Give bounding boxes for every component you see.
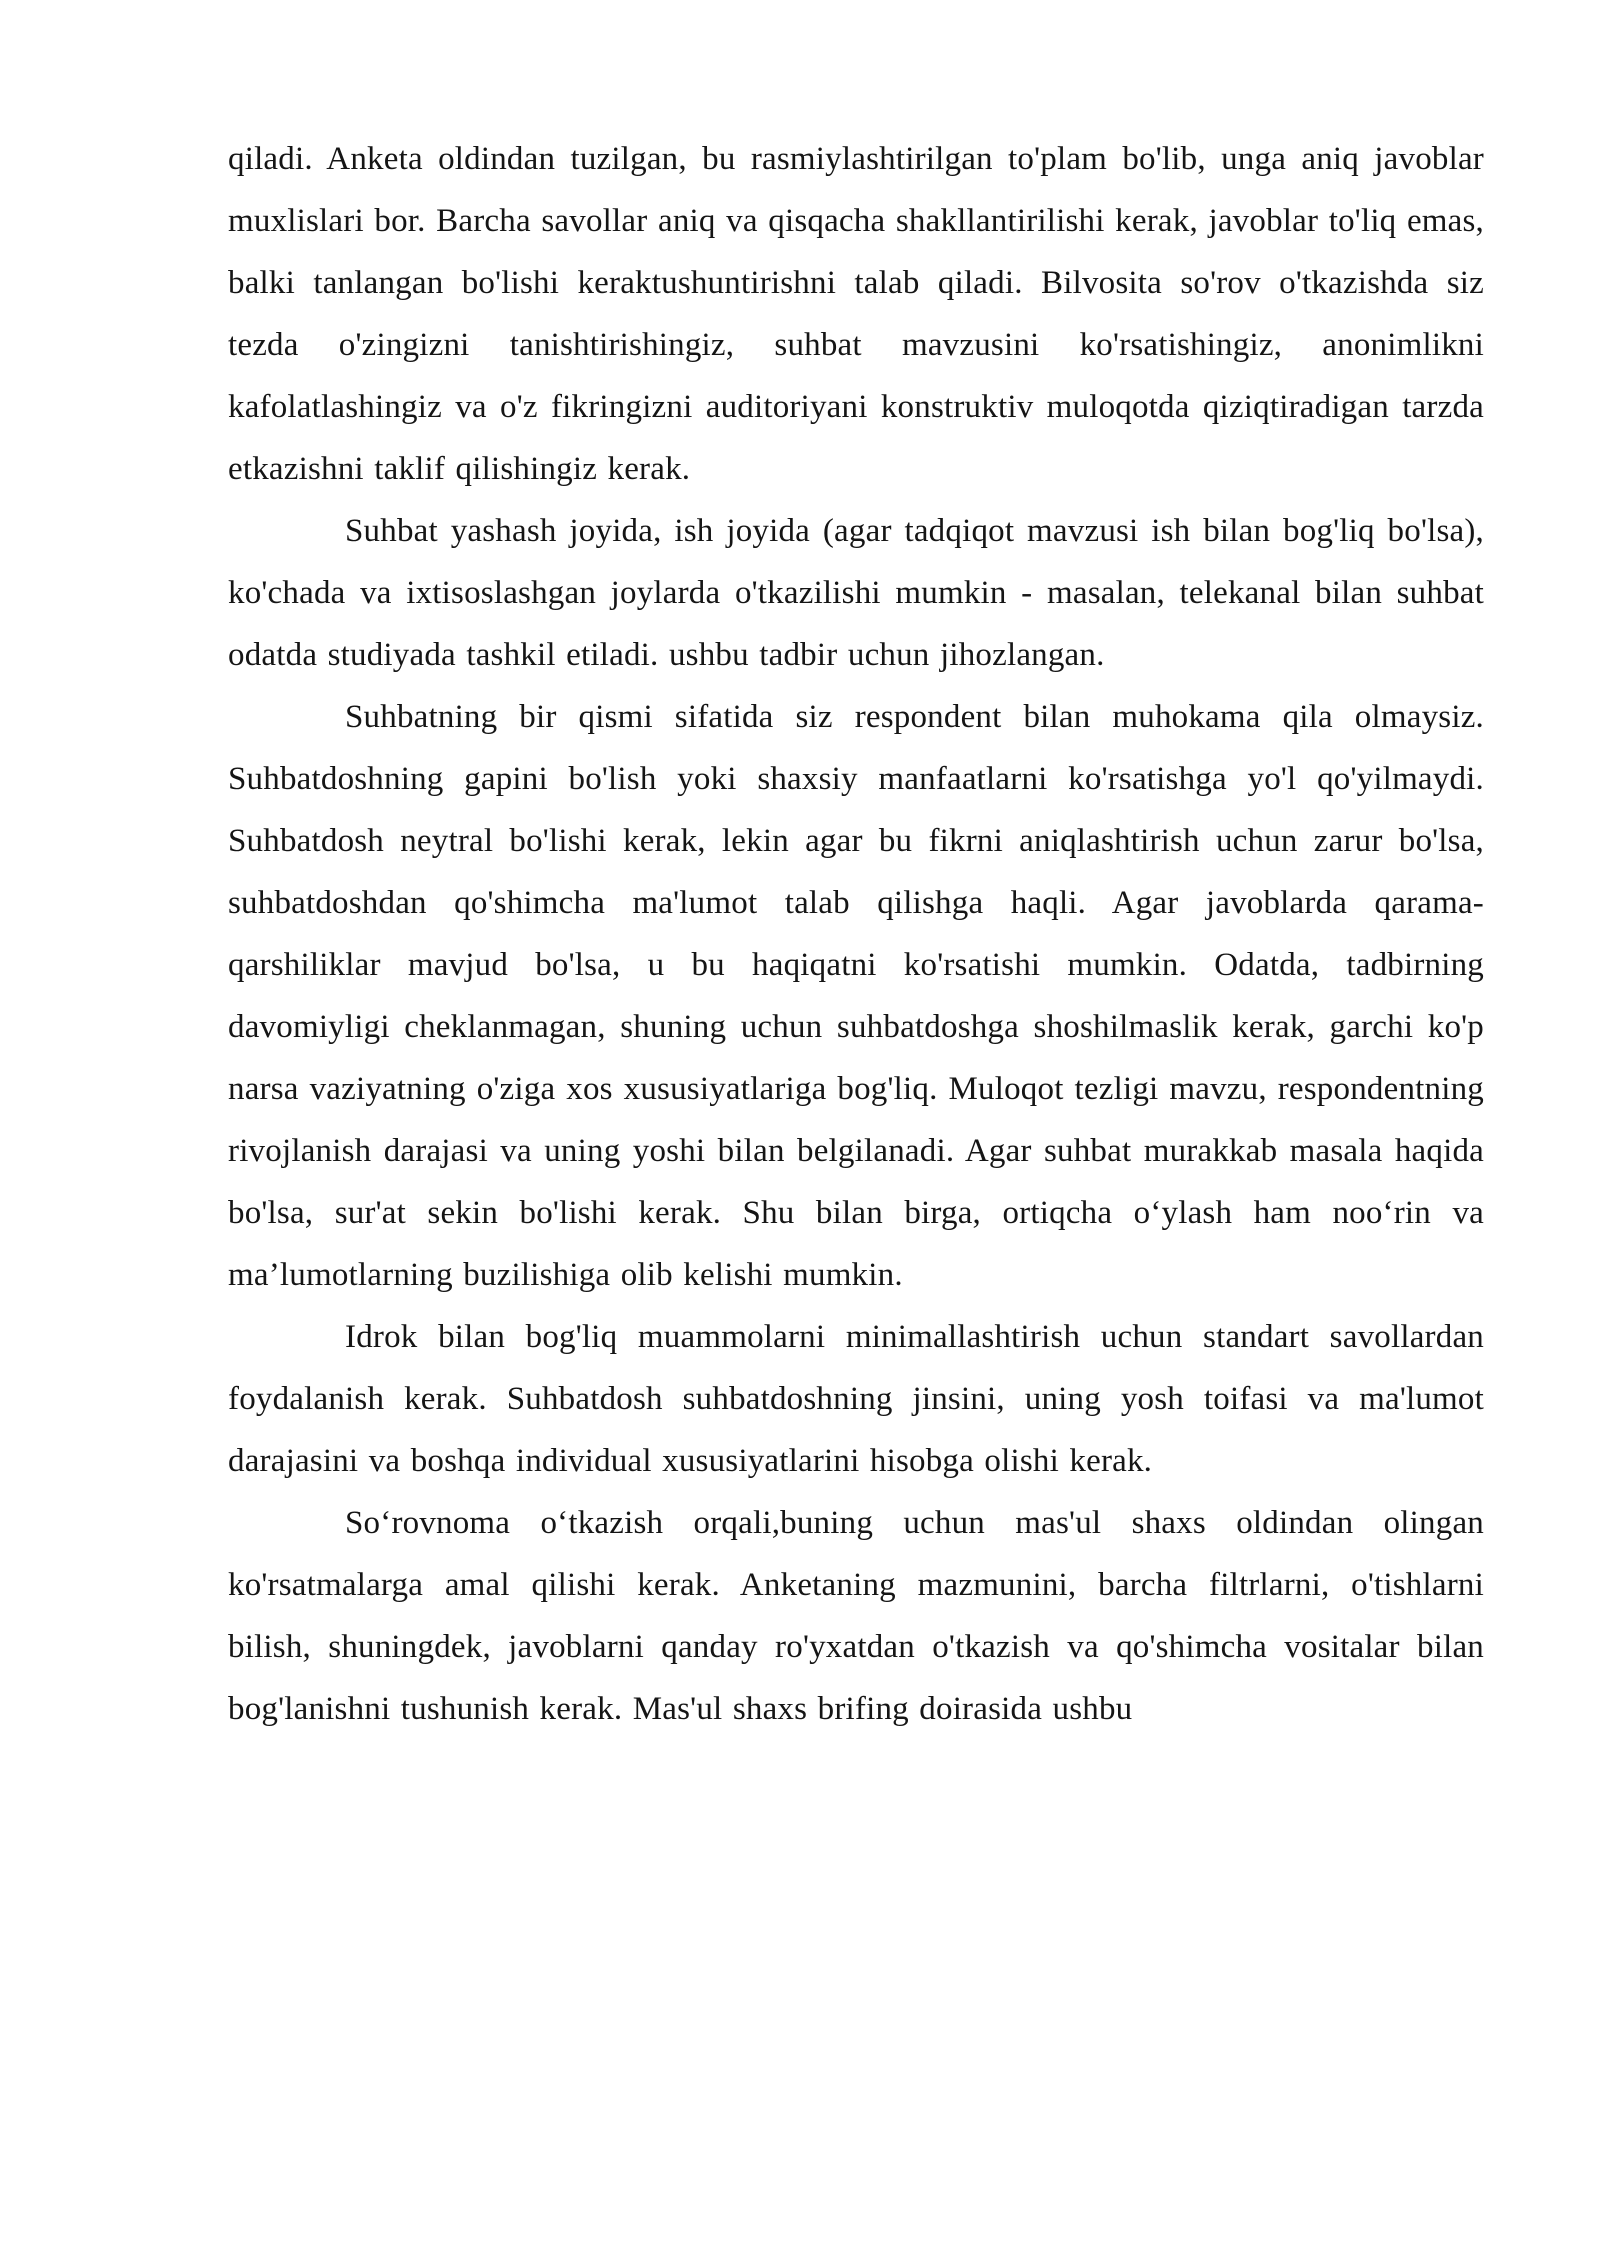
- paragraph: So‘rovnoma o‘tkazish orqali,buning uchun mas'ul shaxs oldindan olingan ko'rsatmalarga amal qilishi kerak. Anketaning mazmunini, barcha filtrlarni, o'tishlarni bilish, shuningdek, javoblarni qanday ro'yxatdan o'tkazish va qo'shimcha vositalar bilan bog'lanishni tushunish kerak. Mas'ul shaxs brifing doirasida ushbu: [228, 1505, 1484, 1727]
- text-block: [228, 128, 1484, 1740]
- paragraph: Suhbatning bir qismi sifatida siz respondent bilan muhokama qila olmaysiz. Suhbatdoshning gapini bo'lish yoki shaxsiy manfaatlarni ko'rsatishga yo'l qo'yilmaydi. Suhbatdosh neytral bo'lishi kerak, lekin agar bu fikrni aniqlashtirish uchun zarur bo'lsa, suhbatdoshdan qo'shimcha ma'lumot talab qilishga haqli. Agar javoblarda qarama-qarshiliklar mavjud bo'lsa, u bu haqiqatni ko'rsatishi mumkin. Odatda, tadbirning davomiyligi cheklanmagan, shuning uchun suhbatdoshga shoshilmaslik kerak, garchi ko'p narsa vaziyatning o'ziga xos xususiyatlariga bog'liq. Muloqot tezligi mavzu, respondentning rivojlanish darajasi va uning yoshi bilan belgilanadi. Agar suhbat murakkab masala haqida bo'lsa, sur'at sekin bo'lishi kerak. Shu bilan birga, ortiqcha o‘ylash ham noo‘rin va ma’lumotlarning buzilishiga olib kelishi mumkin.: [228, 699, 1484, 1293]
- paragraph: Suhbat yashash joyida, ish joyida (agar tadqiqot mavzusi ish bilan bog'liq bo'lsa), ko'chada va ixtisoslashgan joylarda o'tkazilishi mumkin - masalan, telekanal bilan suhbat odatda studiyada tashkil etiladi. ushbu tadbir uchun jihozlangan.: [228, 513, 1484, 673]
- paragraph: Idrok bilan bog'liq muammolarni minimallashtirish uchun standart savollardan foydalanish kerak. Suhbatdosh suhbatdoshning jinsini, uning yosh toifasi va ma'lumot darajasini va boshqa individual xususiyatlarini hisobga olishi kerak.: [228, 1319, 1484, 1479]
- paragraph-continuation: qiladi. Anketa oldindan tuzilgan, bu rasmiylashtirilgan to'plam bo'lib, unga aniq javoblar muxlislari bor. Barcha savollar aniq va qisqacha shakllantirilishi kerak, javoblar to'liq emas, balki tanlangan bo'lishi keraktushuntirishni talab qiladi. Bilvosita so'rov o'tkazishda siz tezda o'zingizni tanishtirishingiz, suhbat mavzusini ko'rsatishingiz, anonimlikni kafolatlashingiz va o'z fikringizni auditoriyani konstruktiv muloqotda qiziqtiradigan tarzda etkazishni taklif qilishingiz kerak.: [228, 141, 1484, 487]
